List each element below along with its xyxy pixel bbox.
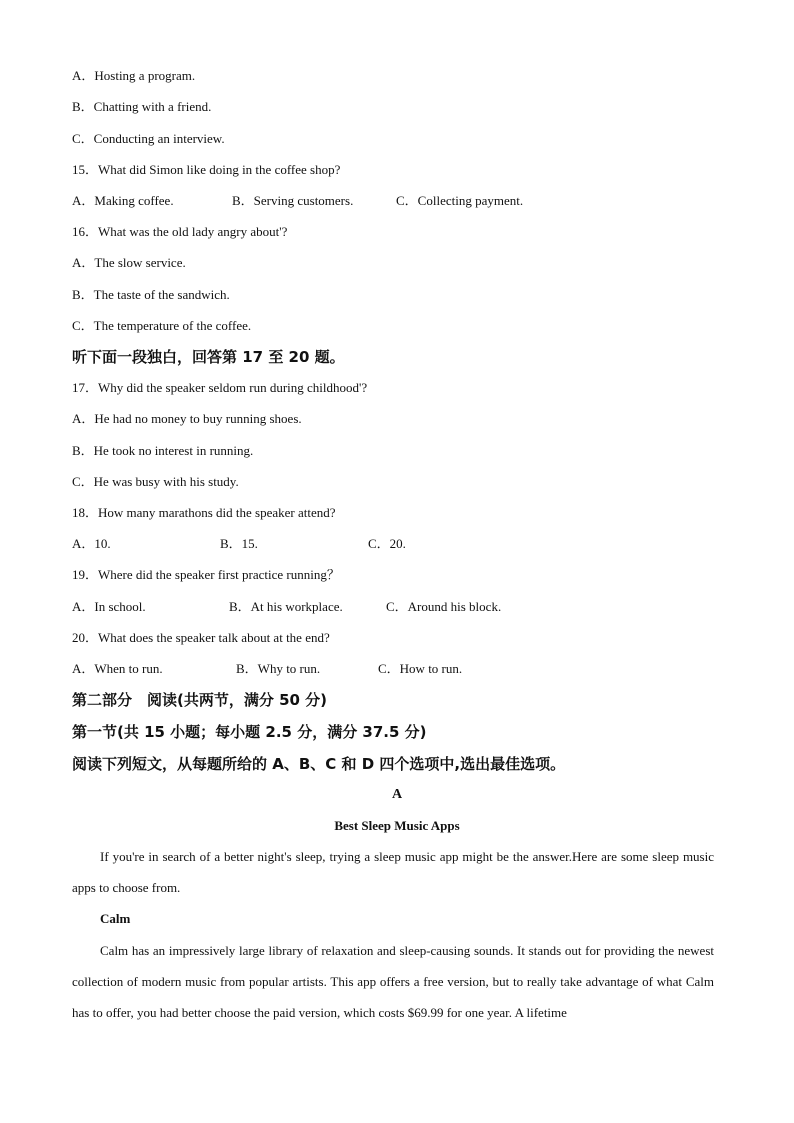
q19-stem: 19．Where did the speaker first practice running？ <box>72 567 340 582</box>
q16-option-c: C．The temperature of the coffee. <box>72 318 252 333</box>
q18-option-c: C．20. <box>368 536 406 551</box>
q17-option-a: A．He had no money to buy running shoes. <box>72 411 302 426</box>
q17-option-c: C．He was busy with his study. <box>72 474 239 489</box>
monologue-instruction: 听下面一段独白，回答第 17 至 20 题。 <box>72 348 345 366</box>
app1-name: Calm <box>100 911 131 926</box>
q19-option-b: B．At his workplace. <box>229 599 343 614</box>
q15-option-b: B．Serving customers. <box>232 193 354 208</box>
q19-option-a: A．In school. <box>72 599 146 614</box>
passage-intro: If you're in search of a better night's sleep, trying a sleep music app might be the answer.Here are some sleep music apps to choose from. <box>72 849 714 895</box>
q14-option-c: C．Conducting an interview. <box>72 131 225 146</box>
q18-option-b: B．15. <box>220 536 258 551</box>
q16-option-a: A．The slow service. <box>72 255 186 270</box>
q17-option-b: B．He took no interest in running. <box>72 443 254 458</box>
passage-label: A <box>391 787 403 802</box>
q20-option-b: B．Why to run. <box>236 661 321 676</box>
q15-stem: 15．What did Simon like doing in the coffee shop? <box>72 162 341 177</box>
q16-option-b: B．The taste of the sandwich. <box>72 287 230 302</box>
section1-title: 第一节(共 15 小题；每小题 2.5 分，满分 37.5 分) <box>72 723 427 741</box>
q20-option-a: A．When to run. <box>72 661 163 676</box>
q15-option-c: C．Collecting payment. <box>396 193 524 208</box>
q18-option-a: A．10. <box>72 536 111 551</box>
reading-instruction: 阅读下列短文，从每题所给的 A、B、C 和 D 四个选项中,选出最佳选项。 <box>72 755 566 773</box>
q16-stem: 16．What was the old lady angry about'? <box>72 224 288 239</box>
part2-title: 第二部分 阅读(共两节，满分 50 分) <box>72 691 328 709</box>
q20-stem: 20．What does the speaker talk about at the end? <box>72 630 330 645</box>
q15-option-a: A．Making coffee. <box>72 193 174 208</box>
q20-option-c: C．How to run. <box>378 661 463 676</box>
q14-option-b: B．Chatting with a friend. <box>72 99 212 114</box>
q17-stem: 17．Why did the speaker seldom run during childhood'? <box>72 380 368 395</box>
q18-stem: 18．How many marathons did the speaker attend? <box>72 505 336 520</box>
q14-option-a: A．Hosting a program. <box>72 68 196 83</box>
app1-description: Calm has an impressively large library of relaxation and sleep-causing sounds. It stands out for providing the newest collection of modern music from popular artists. This app offers a free version, but to really take advantage of what Calm has to offer, you had better choose the paid version, which costs $69.99 for one year. A lifetime <box>72 943 714 1020</box>
q19-option-c: C．Around his block. <box>386 599 502 614</box>
passage-title: Best Sleep Music Apps <box>334 818 460 833</box>
